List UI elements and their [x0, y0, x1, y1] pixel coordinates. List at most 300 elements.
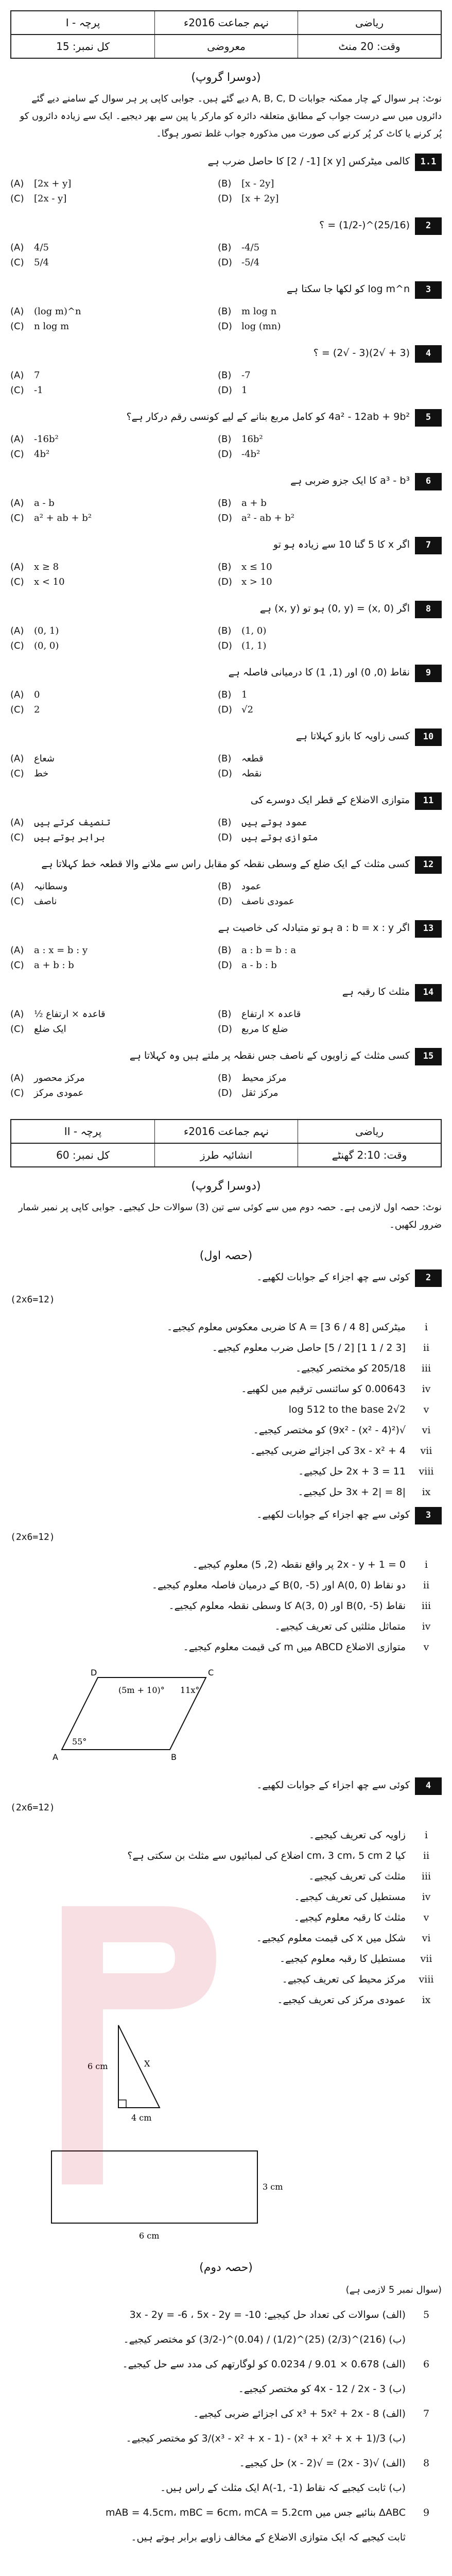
subjective-group-title: (دوسرا گروپ)	[191, 1179, 261, 1193]
mcq-text: 4a² - 12ab + 9b² کو کامل مربع بنانے کے لیے کونسی رقم درکار ہے؟	[126, 411, 410, 422]
long-question-part-label: (الف)	[382, 2458, 406, 2469]
mcq-option-value: a : b = b : a	[241, 944, 297, 956]
mcq-option[interactable]	[218, 498, 410, 509]
mcq-option-letter: (B)	[218, 1072, 232, 1083]
mcq-option[interactable]	[218, 945, 410, 956]
mcq-option-value: شعاع	[34, 753, 55, 764]
vertex-b-label: B	[171, 1752, 177, 1762]
sub-question	[10, 1953, 442, 1964]
sub-question	[10, 1994, 442, 2006]
sub-question	[10, 1580, 442, 1591]
mcq-option[interactable]	[218, 306, 410, 317]
header-year: نہم جماعت 2016ء	[154, 11, 298, 34]
sub-question	[10, 1486, 442, 1498]
mcq-option-value: a + b : b	[34, 959, 74, 971]
sub-question	[10, 1600, 442, 1612]
mcq-option[interactable]	[10, 1073, 202, 1083]
question-2-items	[10, 1321, 442, 1498]
mcq-option[interactable]	[218, 449, 410, 460]
mcq-option-letter: (C)	[10, 384, 24, 396]
sub-question-text: متماثل مثلثیں کی تعریف کیجیے۔	[274, 1620, 406, 1632]
sub-header-year: نہم جماعت 2016ء	[154, 1120, 298, 1143]
sub-question-text: مستطیل کا رقبہ معلوم کیجیے۔	[280, 1953, 406, 1964]
parallelogram-figure	[41, 1662, 411, 1767]
mcq-option[interactable]	[218, 434, 410, 445]
mcq-option-letter: (B)	[218, 497, 232, 509]
mcq-options	[10, 434, 410, 460]
long-question-number: 6	[423, 2359, 430, 2370]
objective-header	[10, 10, 442, 35]
mcq-option[interactable]	[218, 1024, 410, 1035]
sub-question	[10, 1912, 442, 1923]
sub-header-type: انشائیہ طرز	[154, 1144, 298, 1166]
mcq-body	[10, 728, 410, 779]
mcq-option-letter: (B)	[218, 689, 232, 700]
mcq-option-letter: (D)	[218, 768, 232, 779]
objective-header-row2	[10, 35, 442, 59]
sub-question-number: ix	[422, 1994, 431, 2006]
long-question	[10, 2408, 442, 2419]
question-4	[10, 1777, 442, 1816]
sub-question-number: iv	[422, 1891, 431, 1903]
mcq-option[interactable]	[10, 321, 202, 332]
sub-question-number: ix	[422, 1486, 431, 1498]
sub-question	[10, 1445, 442, 1456]
mcq-option-letter: (A)	[10, 753, 24, 764]
mcq-option-letter: (A)	[10, 625, 24, 636]
mcq-option-value: 0	[34, 689, 40, 700]
part2-note: (سوال نمبر 5 لازمی ہے)	[345, 2284, 442, 2295]
long-question	[10, 2458, 442, 2469]
mcq-body	[10, 537, 410, 587]
long-questions	[10, 2309, 442, 2543]
sub-question	[10, 1641, 442, 1653]
mcq-text: a³ - b³ کا ایک جزو ضربی ہے	[290, 474, 410, 486]
triangle-diagram	[41, 2015, 175, 2128]
long-question-text	[10, 2458, 406, 2469]
long-question-text	[10, 2482, 406, 2494]
long-question	[10, 2359, 442, 2370]
mcq-option[interactable]	[10, 257, 202, 268]
sub-question-number: v	[423, 1911, 429, 1923]
mcq-option[interactable]	[218, 704, 410, 715]
sub-question-text: |3x + 2| = 8 حل کیجیے۔	[298, 1486, 406, 1498]
mcq-body	[10, 984, 410, 1035]
mcq-option[interactable]	[10, 513, 202, 523]
sub-question	[10, 1342, 442, 1353]
mcq-body	[10, 473, 410, 523]
mcq-option-letter: (D)	[218, 193, 232, 204]
long-question-number: 8	[423, 2458, 430, 2469]
mcq-text: اگر (x, 0) = (0, y) ہو تو (x, y) ہے	[259, 602, 410, 614]
mcq-option[interactable]	[10, 881, 202, 892]
long-question	[10, 2383, 442, 2395]
exam-page	[10, 10, 442, 2576]
question-3	[10, 1507, 442, 1546]
long-question-number	[411, 2433, 442, 2444]
sub-question-text: 205/18 کو مختصر کیجیے۔	[295, 1362, 406, 1374]
mcq-options	[10, 945, 410, 971]
mcq-text: مثلث کا رقبہ ہے	[342, 986, 410, 997]
mcq-body	[10, 345, 410, 396]
long-question-number	[411, 2383, 442, 2395]
sub-question-number: iii	[421, 1870, 431, 1882]
mcq-option[interactable]	[218, 832, 410, 843]
long-question-part-label: (ب)	[389, 2383, 406, 2395]
mcq-option[interactable]	[10, 1024, 202, 1035]
header-subject: ریاضی	[298, 11, 441, 34]
sub-question-number: v	[423, 1403, 429, 1415]
sub-question	[10, 1383, 442, 1395]
sub-question-number: vi	[422, 1932, 431, 1944]
mcq-question	[10, 409, 442, 460]
mcq-option-value: n log m	[34, 320, 69, 332]
long-question-part-label: (ب)	[389, 2482, 406, 2494]
mcq-option[interactable]	[218, 960, 410, 971]
mcq-option[interactable]	[10, 370, 202, 381]
mcq-option[interactable]	[218, 1088, 410, 1098]
mcq-option-letter: (A)	[10, 1072, 24, 1083]
triangle-side-label: 6 cm	[88, 2061, 108, 2071]
sub-question-text: 0.00643 کو سائنسی ترقیم میں لکھیے۔	[241, 1383, 406, 1395]
right-angle-mark	[118, 2100, 126, 2108]
subjective-header-row2	[10, 1144, 442, 1167]
mcq-option-value: 1	[241, 384, 248, 396]
mcq-question	[10, 984, 442, 1035]
mcq-option[interactable]	[10, 640, 202, 651]
sub-question-text: مثلث کی تعریف کیجیے۔	[308, 1870, 406, 1882]
mcq-number: 4	[415, 345, 442, 363]
sub-question-number: ii	[423, 1850, 430, 1861]
mcq-options	[10, 498, 410, 523]
question-4-heading: کوئی سے چھ اجزاء کے جوابات لکھیے۔	[256, 1779, 410, 1791]
long-question-body: ΔABC بنائیے جس میں mAB = 4.5cm، mBC = 6cm، mCA = 5.2cm	[106, 2507, 406, 2519]
sub-question-number: vii	[420, 1445, 432, 1456]
right-triangle-shape	[118, 2025, 160, 2108]
mcq-option[interactable]	[10, 498, 202, 509]
mcq-option-letter: (D)	[218, 704, 232, 715]
angle-top-label: (5m + 10)°	[118, 1685, 165, 1695]
long-question-body: ثابت کیجیے کہ ایک متوازی الاضلاع کے مخالف زاویے برابر ہوتے ہیں۔	[131, 2532, 406, 2544]
mcq-option[interactable]	[10, 577, 202, 587]
mcq-option-letter: (A)	[10, 689, 24, 700]
mcq-option[interactable]	[218, 896, 410, 907]
mcq-number: 13	[415, 920, 442, 938]
mcq-option-value: x ≤ 10	[241, 561, 272, 572]
mcq-option-letter: (C)	[10, 576, 24, 587]
mcq-question	[10, 345, 442, 396]
sub-question-text: 4 + 3x - x² کی اجزائے ضربی کیجیے۔	[250, 1445, 406, 1456]
mcq-option[interactable]	[10, 689, 202, 700]
mcq-option[interactable]	[10, 242, 202, 253]
mcq-option[interactable]	[218, 689, 410, 700]
sub-question-number: viii	[419, 1465, 434, 1477]
mcq-number: 14	[415, 984, 442, 1002]
mcq-option-value: (1, 0)	[241, 625, 267, 636]
mcq-option-letter: (B)	[218, 561, 232, 572]
sub-question-text: مرکز محیط کی تعریف کیجیے۔	[282, 1973, 406, 1985]
sub-question	[10, 1425, 442, 1436]
mcq-option-value: وسطانیہ	[34, 880, 68, 892]
sub-question-number: vi	[422, 1424, 431, 1436]
mcq-question	[10, 281, 442, 332]
long-question-part-label: (الف)	[382, 2408, 406, 2420]
mcq-option[interactable]	[10, 449, 202, 460]
long-question-text	[10, 2532, 406, 2543]
sub-question	[10, 1850, 442, 1861]
question-2-heading: کوئی سے چھ اجزاء کے جوابات لکھیے۔	[256, 1271, 410, 1283]
mcq-option-value: (0, 1)	[34, 625, 59, 636]
mcq-option-value: a - b : b	[241, 959, 277, 971]
mcq-option[interactable]	[10, 1088, 202, 1098]
mcq-options	[10, 306, 410, 332]
mcq-option[interactable]	[10, 832, 202, 843]
mcq-option[interactable]	[218, 562, 410, 572]
mcq-option[interactable]	[10, 306, 202, 317]
question-3-items	[10, 1559, 442, 1653]
mcq-option[interactable]	[10, 178, 202, 189]
mcq-option[interactable]	[10, 562, 202, 572]
header-marks: کل نمبر: 15	[56, 40, 110, 53]
mcq-option-value: [x + 2y]	[241, 193, 279, 204]
mcq-option-value: خط	[34, 768, 49, 779]
mcq-number: 15	[415, 1048, 442, 1065]
mcq-body	[10, 601, 410, 651]
mcq-option-value: 4/5	[34, 242, 49, 253]
sub-question-text: میٹرکس A = [3 6 / 4 8] کا ضربی معکوس معلوم کیجیے۔	[166, 1321, 406, 1333]
subjective-header	[10, 1119, 442, 1144]
mcq-option-value: قاعدہ × ارتفاع	[241, 1008, 301, 1020]
mcq-option-value: عمود	[241, 880, 262, 892]
mcq-option-value: برابر ہوتے ہیں	[34, 832, 106, 843]
question-2	[10, 1269, 442, 1308]
mcq-option[interactable]	[10, 385, 202, 396]
long-question-body: √(2x - 3) = √(x - 2) حل کیجیے۔	[239, 2458, 379, 2469]
sub-question-text: دو نقاط A(0, 0) اور B(0, -5) کے درمیان فاصلہ معلوم کیجیے۔	[151, 1579, 406, 1591]
mcq-option[interactable]	[218, 640, 410, 651]
long-question-part-label: (الف)	[382, 2359, 406, 2370]
mcq-option[interactable]	[10, 817, 202, 828]
mcq-option-letter: (B)	[218, 753, 232, 764]
mcq-list	[10, 154, 442, 1098]
mcq-option[interactable]	[10, 945, 202, 956]
sub-question-text: √(9x² - (x² - 4)²) کو مختصر کیجیے۔	[253, 1424, 406, 1436]
mcq-number: 7	[415, 537, 442, 554]
mcq-option[interactable]	[10, 896, 202, 907]
long-question-body: ثابت کیجیے کہ نقاط A(-1, -1) ایک مثلث کے راس ہیں۔	[160, 2482, 386, 2494]
mcq-option-letter: (C)	[10, 895, 24, 907]
mcq-option-letter: (C)	[10, 704, 24, 715]
mcq-option-letter: (A)	[10, 1008, 24, 1020]
mcq-option[interactable]	[218, 625, 410, 636]
triangle-base-label: 4 cm	[131, 2112, 152, 2123]
mcq-number: 6	[415, 473, 442, 490]
mcq-option-value: -7	[241, 369, 251, 381]
mcq-text: اگر a : b = x : y ہو تو متبادلہ کی خاصیت ہے	[218, 922, 410, 934]
sub-question-number: i	[424, 1558, 428, 1570]
mcq-options	[10, 817, 410, 843]
mcq-option[interactable]	[218, 193, 410, 204]
sub-question	[10, 1891, 442, 1903]
mcq-option[interactable]	[218, 577, 410, 587]
mcq-option-value: عمودی مرکز	[34, 1087, 84, 1098]
mcq-option-value: 5/4	[34, 257, 49, 268]
mcq-option[interactable]	[10, 768, 202, 779]
mcq-option[interactable]	[218, 768, 410, 779]
mcq-option[interactable]	[218, 817, 410, 828]
mcq-option[interactable]	[218, 257, 410, 268]
long-question-part-label: (ب)	[389, 2433, 406, 2445]
sub-question-number: iii	[421, 1362, 431, 1374]
long-question-number: 7	[423, 2408, 430, 2420]
mcq-text: اگر x کا 5 گنا 10 سے زیادہ ہو تو	[273, 538, 410, 550]
mcq-question	[10, 920, 442, 971]
mcq-options	[10, 625, 410, 651]
mcq-option-letter: (C)	[10, 1023, 24, 1035]
mcq-question	[10, 537, 442, 587]
mcq-question	[10, 473, 442, 523]
angle-right-label: 11x°	[180, 1685, 200, 1695]
mcq-option[interactable]	[218, 1073, 410, 1083]
mcq-option-letter: (D)	[218, 384, 232, 396]
mcq-option-letter: (B)	[218, 306, 232, 317]
subjective-note: نوٹ: حصہ اول لازمی ہے۔ حصہ دوم میں سے کوئی سے تین (3) سوالات حل کیجیے۔ جوابی کاپی پر نمبر شمار ضرور لکھیں۔	[18, 1201, 442, 1230]
mcq-option-letter: (C)	[10, 832, 24, 843]
mcq-option-value: -4b²	[241, 448, 260, 460]
mcq-option-letter: (A)	[10, 178, 24, 189]
mcq-option-letter: (C)	[10, 768, 24, 779]
mcq-option[interactable]	[218, 242, 410, 253]
sub-question-text: زاویہ کی تعریف کیجیے۔	[309, 1829, 406, 1841]
long-question-body: 3/(x³ + x² + x + 1) - 3/(x³ - x² + x - 1) کو مختصر کیجیے۔	[126, 2433, 386, 2445]
mcq-option-value: (1, 1)	[241, 640, 267, 651]
mcq-option-letter: (A)	[10, 369, 24, 381]
mcq-option-letter: (A)	[10, 561, 24, 572]
mcq-question	[10, 856, 442, 907]
mcq-options	[10, 242, 410, 268]
mcq-option[interactable]	[10, 434, 202, 445]
mcq-option[interactable]	[218, 178, 410, 189]
part1-title: (حصہ اول)	[199, 1249, 253, 1262]
mcq-option-value: تنصیف کرتے ہیں	[34, 817, 111, 828]
long-question	[10, 2309, 442, 2320]
sub-question-number: iii	[421, 1600, 431, 1612]
mcq-options	[10, 562, 410, 587]
mcq-question	[10, 601, 442, 651]
long-question-body: x³ + 5x² + 2x - 8 کی اجزائے ضربی کیجیے۔	[193, 2408, 379, 2420]
mcq-option-letter: (D)	[218, 512, 232, 523]
mcq-option-letter: (B)	[218, 242, 232, 253]
mcq-body	[10, 920, 410, 971]
mcq-question	[10, 154, 442, 204]
sub-question-text: [3 2 / 1 1] [2 / 5] حاصل ضرب معلوم کیجیے۔	[212, 1342, 406, 1353]
long-question-part-label: (ب)	[389, 2334, 406, 2346]
sub-question	[10, 1404, 442, 1415]
mcq-body	[10, 665, 410, 715]
mcq-option-letter: (B)	[218, 433, 232, 445]
mcq-number: 3	[415, 281, 442, 299]
mcq-option-value: قطعہ	[241, 753, 264, 764]
mcq-option-value: 2	[34, 704, 40, 715]
long-question-number: 9	[423, 2507, 430, 2519]
mcq-option-letter: (B)	[218, 369, 232, 381]
mcq-text: متوازی الاضلاع کے قطر ایک دوسرے کی	[250, 794, 410, 806]
sub-question-text: عمودی مرکز کی تعریف کیجیے۔	[277, 1994, 406, 2006]
mcq-option[interactable]	[10, 704, 202, 715]
mcq-option[interactable]	[10, 753, 202, 764]
long-question-text	[10, 2433, 406, 2444]
mcq-option[interactable]	[10, 193, 202, 204]
sub-question-number: i	[424, 1321, 428, 1333]
sub-question-number: i	[424, 1829, 428, 1841]
long-question-body: (216)^(2/3) (25)^(1/2) / (0.04)^(-3/2) کو مختصر کیجیے۔	[123, 2334, 386, 2346]
mcq-option-value: a + b	[241, 497, 267, 509]
mcq-option-value: √2	[241, 704, 253, 715]
mcq-option[interactable]	[218, 370, 410, 381]
mcq-question	[10, 728, 442, 779]
rectangle-diagram	[41, 2141, 309, 2244]
long-question-body: 0.678 × 9.01 / 0.0234 کو لوگارتھم کی مدد سے حل کیجیے۔	[122, 2359, 379, 2370]
mcq-option-letter: (B)	[218, 880, 232, 892]
mcq-body	[10, 217, 410, 268]
mcq-option[interactable]	[218, 321, 410, 332]
sub-question-text: نقاط B(0, -5) اور A(3, 0) کا وسطی نقطہ معلوم کیجیے۔	[168, 1600, 406, 1612]
question-3-number: 3	[415, 1507, 442, 1524]
mcq-option-letter: (B)	[218, 1008, 232, 1020]
header-type: معروضی	[154, 35, 298, 58]
sub-question-text: 2x - y + 1 = 0 پر واقع نقطہ (2, 5) معلوم کیجیے۔	[192, 1558, 406, 1570]
mcq-text: نقاط (0, 0) اور (1, 1) کا درمیانی فاصلہ ہے	[228, 666, 410, 678]
mcq-option[interactable]	[218, 385, 410, 396]
mcq-option-letter: (D)	[218, 832, 232, 843]
mcq-option[interactable]	[218, 1009, 410, 1020]
mcq-number: 8	[415, 601, 442, 618]
mcq-option-letter: (A)	[10, 497, 24, 509]
mcq-option-letter: (C)	[10, 257, 24, 268]
mcq-option[interactable]	[218, 753, 410, 764]
mcq-option[interactable]	[218, 513, 410, 523]
sub-question-number: ii	[423, 1342, 430, 1353]
mcq-number: 1.1	[415, 154, 442, 171]
long-question	[10, 2433, 442, 2444]
mcq-option-letter: (B)	[218, 625, 232, 636]
rectangle-height-label: 3 cm	[263, 2181, 283, 2192]
long-question-text	[10, 2359, 406, 2370]
mcq-body	[10, 154, 410, 204]
mcq-option-value: (log m)^n	[34, 306, 81, 317]
mcq-options	[10, 753, 410, 779]
mcq-option[interactable]	[10, 1009, 202, 1020]
sub-header-subject: ریاضی	[298, 1120, 441, 1143]
sub-header-marks: کل نمبر: 60	[56, 1148, 110, 1161]
mcq-body	[10, 409, 410, 460]
sub-question-text: مثلث کا رقبہ معلوم کیجیے۔	[293, 1911, 406, 1923]
mcq-number: 11	[415, 792, 442, 810]
mcq-option[interactable]	[218, 881, 410, 892]
question-3-heading: کوئی سے چھ اجزاء کے جوابات لکھیے۔	[256, 1509, 410, 1520]
mcq-option[interactable]	[10, 625, 202, 636]
mcq-option-value: نقطہ	[241, 768, 262, 779]
mcq-option-letter: (D)	[218, 448, 232, 460]
sub-question	[10, 1363, 442, 1374]
sub-question-number: ii	[423, 1579, 430, 1591]
header-time: وقت: 20 منٹ	[298, 35, 441, 58]
vertex-a-label: A	[53, 1752, 58, 1762]
long-question-number	[411, 2482, 442, 2494]
long-question-text	[10, 2309, 406, 2320]
vertex-d-label: D	[91, 1667, 97, 1677]
mcq-option[interactable]	[10, 960, 202, 971]
